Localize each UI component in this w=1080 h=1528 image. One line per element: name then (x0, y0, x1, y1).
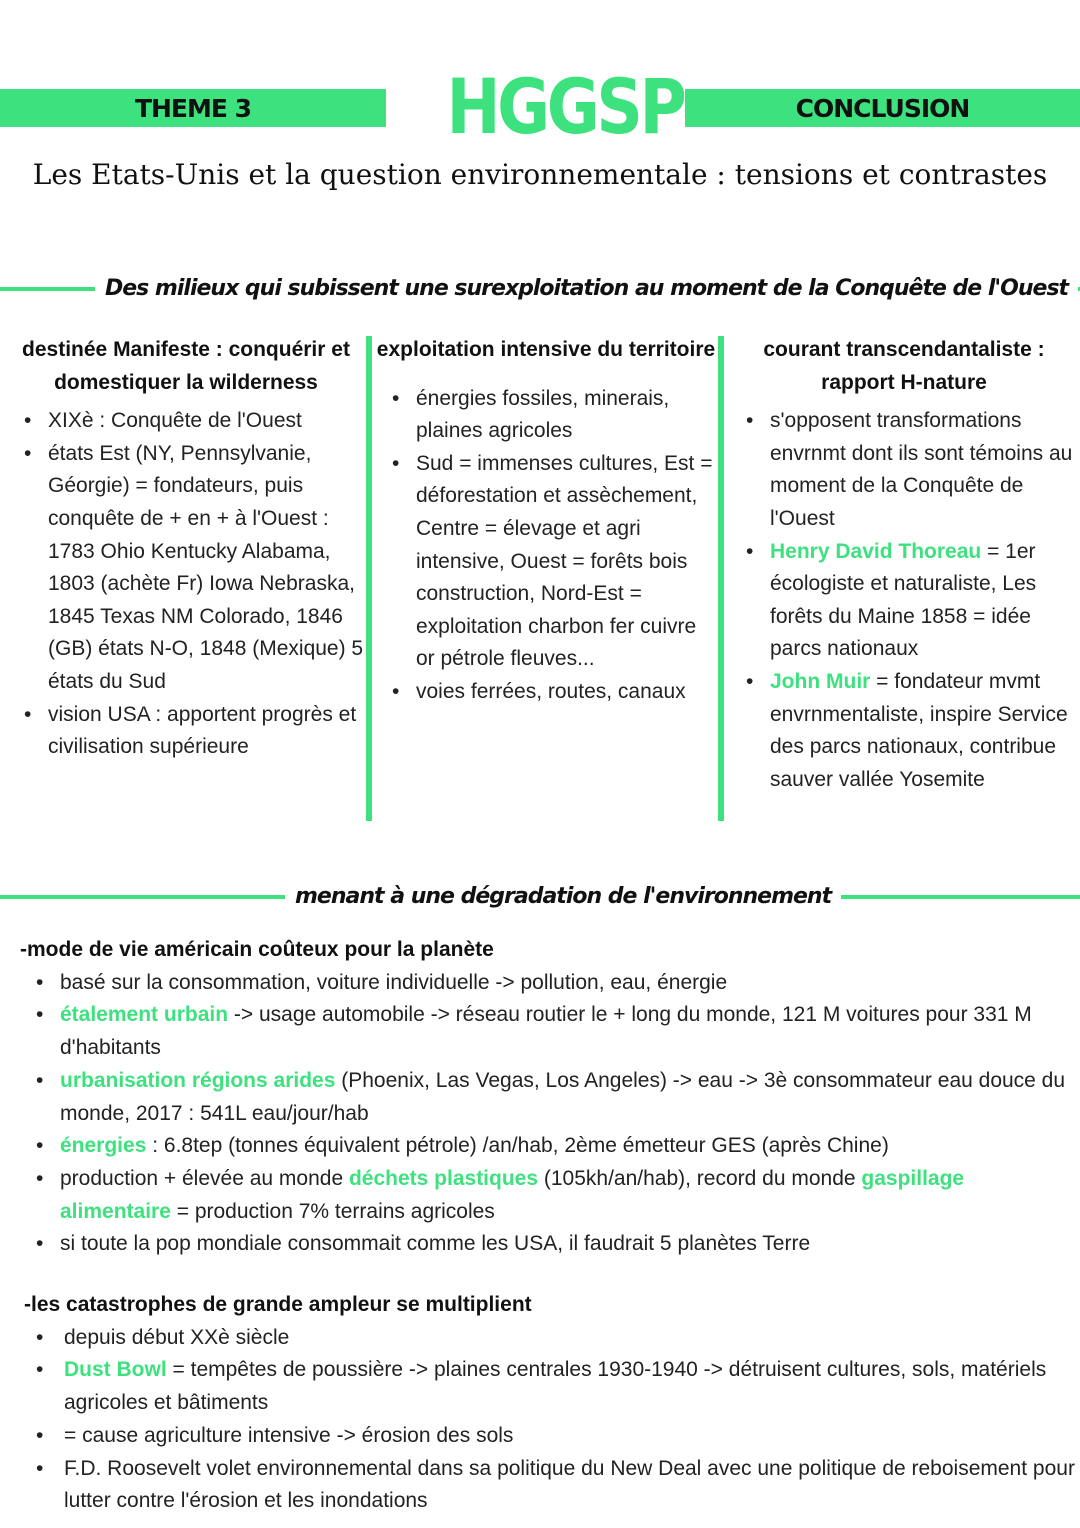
item-text: (Phoenix, Las Vegas, Los Angeles) -> eau -> 3è consommateur eau douce du monde, 2017 : 541L eau/jour/hab (60, 1068, 1066, 1125)
item-text: depuis début XXè siècle (64, 1325, 290, 1349)
list-item (728, 666, 1080, 796)
list-item (6, 699, 366, 764)
column-exploitation (374, 334, 718, 709)
divider (0, 895, 285, 899)
item-text: : 6.8tep (tonnes équivalent pétrole) /an/hab, 2ème émetteur GES (après Chine) (146, 1134, 889, 1158)
column-transcendentalism (728, 334, 1080, 796)
item-text: = fondateur mvmt envrnmentaliste, inspire Service des parcs nationaux, contribue sauver vallée Yosemite (770, 669, 1068, 791)
list-item (0, 1065, 1080, 1130)
block-heading: -mode de vie américain coûteux pour la planète (20, 938, 494, 961)
list-item (728, 536, 1080, 666)
list-item (374, 448, 718, 676)
logo: HGGSP (446, 62, 684, 151)
item-text: = 1er écologiste et naturaliste, Les forêts du Maine 1858 = idée parcs nationaux (770, 539, 1037, 661)
list-item (0, 1322, 1080, 1355)
item-text: s'opposent transformations envrnmt dont ils sont témoins au moment de la Conquête de l'Ouest (770, 409, 1073, 530)
list-item (0, 1453, 1080, 1518)
section-1-header (0, 276, 1080, 301)
item-text: (105kh/an/hab), record du monde (538, 1166, 862, 1190)
item-text: F.D. Roosevelt volet environnemental dans sa politique du New Deal avec une politique de reboisement pour lutter contre l'érosion et les inondations (64, 1456, 1075, 1513)
item-text: Sud = immenses cultures, Est = déforestation et assèchement, Centre = élevage et agri intensive, Ouest = forêts bois construction, Nord-Est = exploitation charbon fer cuivre or pétrole fleuves... (416, 451, 713, 671)
item-text: = tempêtes de poussière -> plaines centrales 1930-1940 -> détruisent cultures, sols, matériels agricoles et bâtiments (64, 1358, 1047, 1415)
divider (0, 287, 95, 291)
conclusion-label: CONCLUSION (795, 93, 970, 123)
list-item (0, 967, 1080, 1000)
item-text: énergies fossiles, minerais, plaines agricoles (416, 386, 670, 443)
highlighted-term: énergies (60, 1134, 147, 1158)
bullet-list (6, 405, 366, 764)
highlighted-term: Dust Bowl (64, 1358, 167, 1382)
item-text: basé sur la consommation, voiture individuelle -> pollution, eau, énergie (60, 970, 728, 994)
lifestyle-block (0, 934, 1080, 1261)
list-item (728, 405, 1080, 535)
column-manifest-destiny (6, 334, 366, 764)
list-item (6, 438, 366, 699)
highlighted-term: urbanisation régions arides (60, 1068, 336, 1092)
section-title: menant à une dégradation de l'environnement (295, 884, 832, 909)
item-text: voies ferrées, routes, canaux (416, 679, 686, 703)
highlighted-term: déchets plastiques (348, 1166, 539, 1190)
bullet-list (728, 405, 1080, 796)
list-item (0, 999, 1080, 1064)
bullet-list (0, 967, 1080, 1261)
column-divider (366, 336, 372, 821)
column-divider (718, 336, 724, 821)
item-text: -> usage automobile -> réseau routier le + long du monde, 121 M voitures pour 331 M d'habitants (60, 1003, 1032, 1060)
list-item (0, 1354, 1080, 1419)
bullet-list (374, 383, 718, 709)
list-item (6, 405, 366, 438)
divider (841, 895, 1080, 899)
item-text: = production 7% terrains agricoles (170, 1199, 495, 1223)
column-heading: courant transcendantaliste : rapport H-nature (763, 338, 1045, 394)
item-text: XIXè : Conquête de l'Ouest (48, 409, 302, 433)
list-item (0, 1228, 1080, 1261)
item-text: production + élevée au monde (60, 1166, 349, 1190)
column-heading: destinée Manifeste : conquérir et domestiquer la wilderness (22, 338, 350, 394)
bullet-list (0, 1322, 1080, 1518)
conclusion-banner (685, 89, 1080, 127)
highlighted-term: gaspillage alimentaire (60, 1166, 965, 1223)
page-title: Les Etats-Unis et la question environnementale : tensions et contrastes (32, 158, 1048, 191)
item-text: si toute la pop mondiale consommait comme les USA, il faudrait 5 planètes Terre (60, 1232, 811, 1256)
theme-label: THEME 3 (134, 93, 252, 123)
list-item (374, 383, 718, 448)
section-title: Des milieux qui subissent une surexploitation au moment de la Conquête de l'Ouest (105, 276, 1069, 301)
catastrophes-block (0, 1289, 1080, 1518)
item-text: = cause agriculture intensive -> érosion des sols (64, 1423, 514, 1447)
list-item (0, 1163, 1080, 1228)
list-item (0, 1420, 1080, 1453)
item-text: vision USA : apportent progrès et civilisation supérieure (48, 702, 357, 759)
column-heading: exploitation intensive du territoire (376, 338, 716, 361)
section-2-header (0, 884, 1080, 909)
highlighted-term: étalement urbain (60, 1003, 229, 1027)
item-text: états Est (NY, Pennsylvanie, Géorgie) = fondateurs, puis conquête de + en + à l'Ouest : 1783 Ohio Kentucky Alabama, 1803 (achète Fr) Iowa Nebraska, 1845 Texas NM Colorado, 1846 (GB) états N-O, 1848 (Mexique) 5 états du Sud (48, 441, 364, 693)
highlighted-term: Henry David Thoreau (770, 539, 982, 563)
block-heading: -les catastrophes de grande ampleur se multiplient (24, 1293, 532, 1316)
list-item (0, 1130, 1080, 1163)
list-item (374, 676, 718, 709)
theme-banner (0, 89, 386, 127)
highlighted-term: John Muir (770, 669, 871, 693)
